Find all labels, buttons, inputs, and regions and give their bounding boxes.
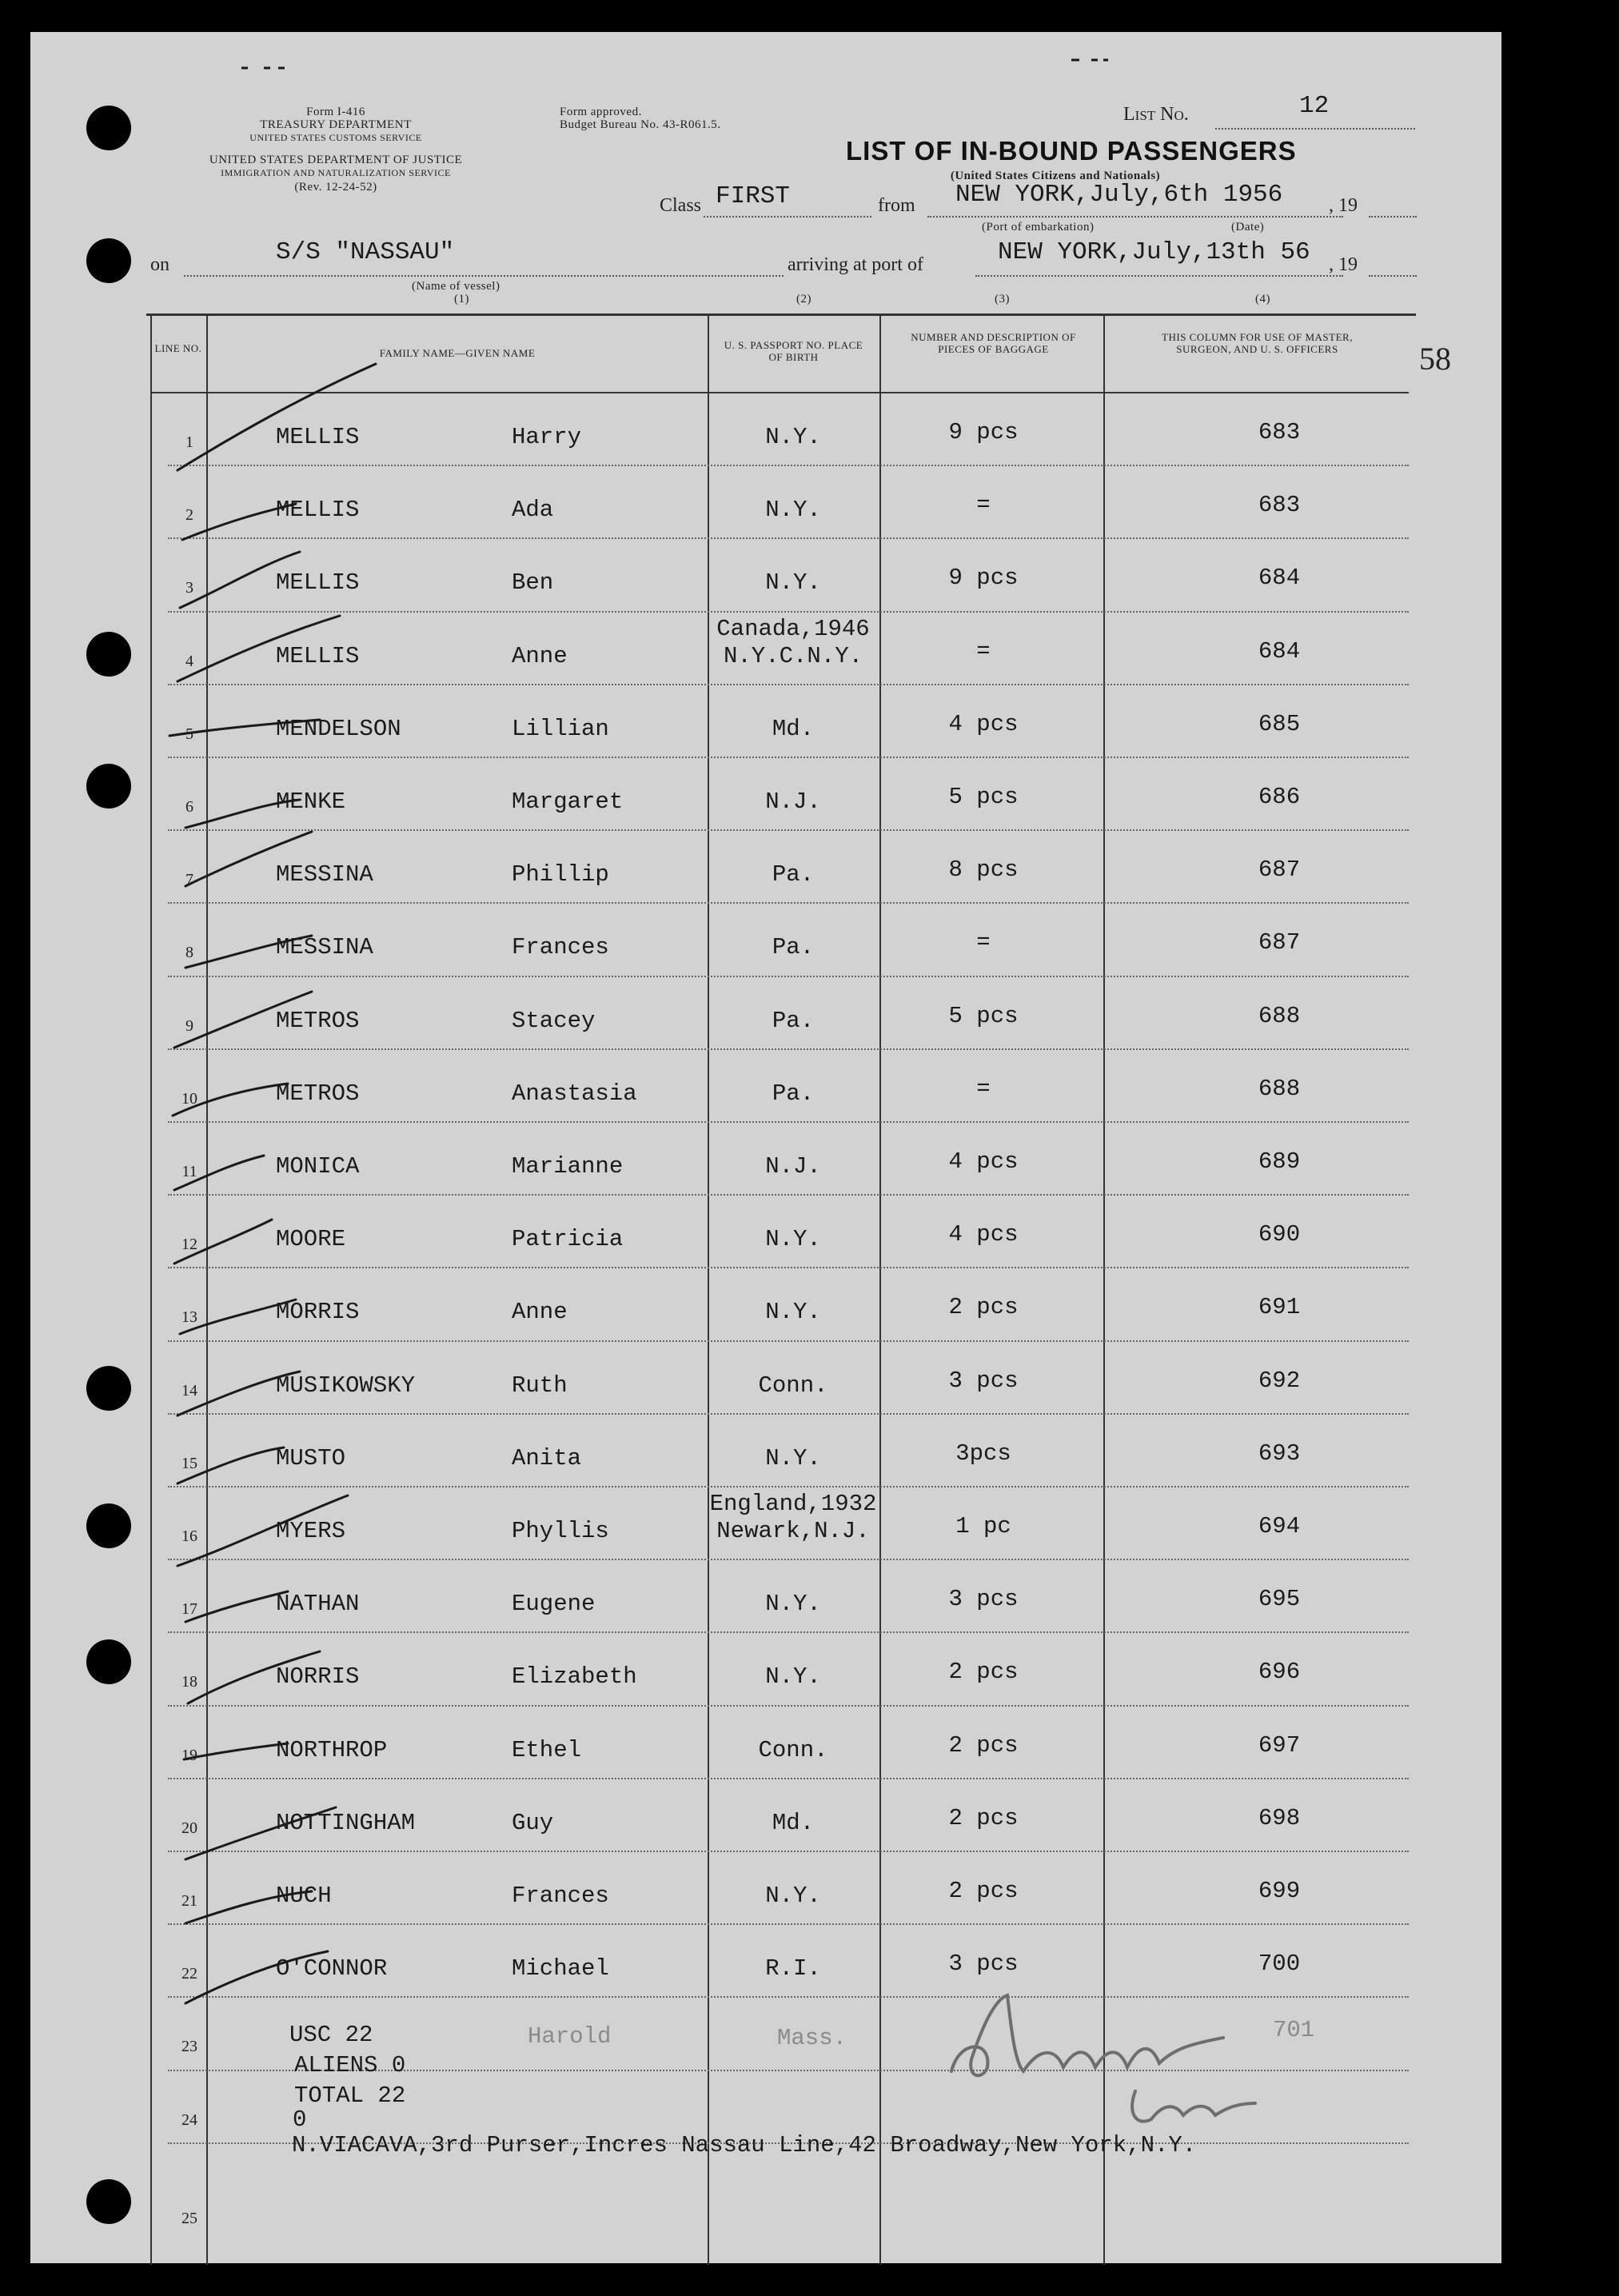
binder-hole bbox=[86, 764, 131, 809]
line-number: 18 bbox=[181, 1673, 197, 1691]
from-value: NEW YORK,July,6th 1956 bbox=[955, 181, 1283, 209]
on-label: on bbox=[150, 254, 169, 275]
officer-number: 692 bbox=[1258, 1367, 1301, 1394]
baggage: 3 pcs bbox=[948, 1367, 1019, 1394]
line-number: 8 bbox=[185, 944, 193, 962]
officer-number: 684 bbox=[1258, 565, 1301, 592]
place-of-birth: N.Y. bbox=[765, 1883, 821, 1909]
place-of-birth: N.J. bbox=[765, 1153, 821, 1180]
officer-number: 695 bbox=[1258, 1586, 1301, 1613]
baggage: 3 pcs bbox=[948, 1586, 1019, 1613]
officer-number: 694 bbox=[1258, 1513, 1301, 1539]
line-number: 24 bbox=[181, 2110, 197, 2129]
given-name: Frances bbox=[512, 1883, 609, 1909]
officer-number: 685 bbox=[1258, 710, 1301, 737]
binder-hole bbox=[86, 1639, 131, 1684]
baggage: 2 pcs bbox=[948, 1659, 1019, 1686]
place-of-birth: N.J. bbox=[765, 789, 821, 815]
col-num-1: (1) bbox=[454, 293, 469, 305]
given-name: Frances bbox=[512, 934, 609, 961]
family-name: MELLIS bbox=[276, 497, 360, 524]
form-approved: Form approved. bbox=[560, 106, 642, 118]
family-name: NUCH bbox=[276, 1883, 332, 1909]
line-number: 17 bbox=[181, 1600, 197, 1619]
baggage: = bbox=[976, 492, 991, 519]
customs-service: UNITED STATES CUSTOMS SERVICE bbox=[249, 132, 422, 143]
officer-number: 684 bbox=[1258, 637, 1301, 665]
given-name: Phyllis bbox=[512, 1518, 609, 1544]
list-no-value: 12 bbox=[1299, 92, 1330, 120]
line-number: 15 bbox=[181, 1454, 197, 1472]
place-of-birth: R.I. bbox=[765, 1955, 821, 1983]
family-name: NATHAN bbox=[276, 1591, 360, 1618]
officer-number: 686 bbox=[1258, 784, 1301, 810]
family-name: MENDELSON bbox=[276, 715, 401, 742]
arriving-label: arriving at port of bbox=[788, 254, 923, 275]
line-number: 1 bbox=[185, 433, 193, 451]
given-name: Ethel bbox=[512, 1736, 582, 1763]
treasury-dept: TREASURY DEPARTMENT bbox=[260, 118, 412, 131]
given-name: Ben bbox=[512, 569, 554, 597]
family-name: MENKE bbox=[276, 789, 346, 815]
baggage: 3pcs bbox=[955, 1439, 1011, 1467]
officer-number: 700 bbox=[1258, 1951, 1301, 1978]
binder-hole bbox=[86, 632, 131, 677]
family-name: O'CONNOR bbox=[276, 1955, 388, 1983]
binder-hole bbox=[86, 2179, 131, 2224]
baggage: 9 pcs bbox=[948, 565, 1019, 592]
officer-number: 688 bbox=[1258, 1075, 1301, 1102]
faint-birth: Mass. bbox=[777, 2025, 847, 2051]
baggage: 4 pcs bbox=[948, 1148, 1019, 1175]
col-num-2: (2) bbox=[796, 293, 811, 305]
place-of-birth: Conn. bbox=[758, 1372, 828, 1399]
summary-zero: 0 bbox=[293, 2106, 307, 2133]
revision: (Rev. 12-24-52) bbox=[294, 181, 377, 194]
place-of-birth: N.Y. bbox=[765, 1663, 821, 1691]
place-of-birth: Canada,1946 N.Y.C.N.Y. bbox=[716, 615, 870, 669]
place-of-birth: Pa. bbox=[772, 934, 815, 961]
officer-number: 683 bbox=[1258, 492, 1301, 519]
place-of-birth: N.Y. bbox=[765, 424, 821, 450]
faint-officer: 701 bbox=[1273, 2017, 1315, 2043]
officer-number: 698 bbox=[1258, 1804, 1301, 1831]
summary-aliens: ALIENS 0 bbox=[294, 2052, 406, 2078]
baggage: 8 pcs bbox=[948, 857, 1019, 884]
given-name: Patricia bbox=[512, 1226, 624, 1253]
baggage: 1 pc bbox=[955, 1513, 1011, 1539]
place-of-birth: N.Y. bbox=[765, 569, 821, 597]
class-label: Class bbox=[660, 195, 702, 216]
given-name: Ada bbox=[512, 497, 554, 524]
budget-bureau: Budget Bureau No. 43-R061.5. bbox=[560, 118, 721, 131]
line-number: 16 bbox=[181, 1527, 197, 1545]
family-name: MOORE bbox=[276, 1226, 346, 1253]
family-name: METROS bbox=[276, 1007, 360, 1034]
officer-number: 690 bbox=[1258, 1221, 1301, 1248]
baggage: = bbox=[976, 929, 991, 956]
officer-number: 696 bbox=[1258, 1659, 1301, 1686]
binder-hole bbox=[86, 1366, 131, 1411]
given-name: Eugene bbox=[512, 1591, 596, 1618]
line-number: 9 bbox=[185, 1016, 193, 1035]
line-number: 13 bbox=[181, 1308, 197, 1327]
binder-hole bbox=[86, 106, 131, 150]
baggage: 2 pcs bbox=[948, 1878, 1019, 1904]
date-label: (Date) bbox=[1231, 221, 1265, 234]
family-name: NORTHROP bbox=[276, 1736, 388, 1763]
officer-number: 689 bbox=[1258, 1148, 1301, 1175]
list-no-label: List No. bbox=[1123, 104, 1189, 125]
given-name: Marianne bbox=[512, 1153, 624, 1180]
line-number: 2 bbox=[185, 506, 193, 525]
given-name: Michael bbox=[512, 1955, 609, 1983]
family-name: MELLIS bbox=[276, 424, 360, 450]
line-number: 21 bbox=[181, 1892, 197, 1910]
faint-name: Harold bbox=[528, 2023, 612, 2050]
col-header-line: LINE NO. bbox=[154, 342, 202, 354]
ins-service: IMMIGRATION AND NATURALIZATION SERVICE bbox=[221, 167, 451, 178]
line-number: 12 bbox=[181, 1236, 197, 1254]
line-number: 20 bbox=[181, 1819, 197, 1837]
col-header-name: FAMILY NAME—GIVEN NAME bbox=[379, 347, 536, 359]
place-of-birth: Pa. bbox=[772, 1007, 815, 1034]
place-of-birth: Md. bbox=[772, 715, 815, 742]
family-name: MUSIKOWSKY bbox=[276, 1372, 416, 1399]
year-suffix: , 19 bbox=[1329, 195, 1358, 216]
arrival-year-suffix: , 19 bbox=[1329, 254, 1358, 275]
baggage: = bbox=[976, 637, 991, 665]
family-name: MORRIS bbox=[276, 1299, 360, 1326]
page-number: 58 bbox=[1419, 341, 1451, 377]
given-name: Elizabeth bbox=[512, 1663, 637, 1691]
baggage: 9 pcs bbox=[948, 419, 1019, 445]
page-title: LIST OF IN-BOUND PASSENGERS bbox=[846, 136, 1297, 166]
line-number: 10 bbox=[181, 1089, 197, 1108]
port-embarkation-label: (Port of embarkation) bbox=[982, 221, 1095, 234]
officer-number: 697 bbox=[1258, 1731, 1301, 1759]
place-of-birth: N.Y. bbox=[765, 497, 821, 524]
baggage: 2 pcs bbox=[948, 1731, 1019, 1759]
family-name: NORRIS bbox=[276, 1663, 360, 1691]
given-name: Ruth bbox=[512, 1372, 568, 1399]
place-of-birth: N.Y. bbox=[765, 1444, 821, 1471]
page-subtitle: (United States Citizens and Nationals) bbox=[950, 170, 1161, 182]
place-of-birth: Md. bbox=[772, 1809, 815, 1836]
family-name: MUSTO bbox=[276, 1444, 346, 1471]
form-number: Form I-416 bbox=[306, 106, 365, 118]
family-name: NOTTINGHAM bbox=[276, 1809, 416, 1836]
line-number: 14 bbox=[181, 1381, 197, 1400]
manifest-page bbox=[30, 32, 1501, 2263]
col-header-passport: U. S. PASSPORT NO. PLACE OF BIRTH bbox=[724, 339, 863, 363]
family-name: MYERS bbox=[276, 1518, 346, 1544]
line-number: 11 bbox=[181, 1163, 197, 1180]
line-number: 25 bbox=[181, 2209, 197, 2227]
officer-number: 683 bbox=[1258, 419, 1301, 445]
officer-number: 687 bbox=[1258, 929, 1301, 956]
family-name: METROS bbox=[276, 1080, 360, 1107]
place-of-birth: Pa. bbox=[772, 1080, 815, 1107]
place-of-birth: N.Y. bbox=[765, 1591, 821, 1618]
col-header-baggage: NUMBER AND DESCRIPTION OF PIECES OF BAGGAGE bbox=[911, 331, 1076, 355]
line-number: 19 bbox=[181, 1746, 197, 1764]
from-label: from bbox=[878, 195, 915, 216]
officer-number: 699 bbox=[1258, 1878, 1301, 1904]
family-name: MELLIS bbox=[276, 642, 360, 669]
given-name: Phillip bbox=[512, 861, 609, 888]
given-name: Harry bbox=[512, 424, 582, 450]
baggage: 5 pcs bbox=[948, 1002, 1019, 1029]
baggage: 5 pcs bbox=[948, 784, 1019, 810]
baggage: 4 pcs bbox=[948, 710, 1019, 737]
col-num-3: (3) bbox=[995, 293, 1010, 305]
family-name: MESSINA bbox=[276, 861, 373, 888]
vessel-name-label: (Name of vessel) bbox=[412, 280, 500, 293]
col-header-officers: THIS COLUMN FOR USE OF MASTER, SURGEON, AND U. S. OFFICERS bbox=[1162, 331, 1353, 355]
officer-number: 691 bbox=[1258, 1294, 1301, 1321]
col-num-4: (4) bbox=[1255, 293, 1270, 305]
officer-number: 687 bbox=[1258, 857, 1301, 884]
summary-usc: USC 22 bbox=[289, 2022, 373, 2048]
line-number: 7 bbox=[185, 871, 193, 889]
given-name: Anita bbox=[512, 1444, 582, 1471]
given-name: Anne bbox=[512, 1299, 568, 1326]
purser-signature-line: N.VIACAVA,3rd Purser,Incres Nassau Line,42 Broadway,New York,N.Y. bbox=[292, 2132, 1197, 2158]
given-name: Anastasia bbox=[512, 1080, 637, 1107]
given-name: Stacey bbox=[512, 1007, 596, 1034]
line-number: 6 bbox=[185, 798, 193, 816]
line-number: 3 bbox=[185, 579, 193, 597]
line-number: 23 bbox=[181, 2038, 197, 2056]
given-name: Lillian bbox=[512, 715, 609, 742]
line-number: 22 bbox=[181, 1965, 197, 1983]
summary-total: TOTAL 22 bbox=[294, 2082, 406, 2109]
given-name: Anne bbox=[512, 642, 568, 669]
binder-hole bbox=[86, 1503, 131, 1548]
line-number: 5 bbox=[185, 725, 193, 743]
officer-number: 693 bbox=[1258, 1439, 1301, 1467]
given-name: Guy bbox=[512, 1809, 554, 1836]
place-of-birth: N.Y. bbox=[765, 1299, 821, 1326]
baggage: 3 pcs bbox=[948, 1951, 1019, 1978]
baggage: = bbox=[976, 1075, 991, 1102]
binder-hole bbox=[86, 238, 131, 283]
place-of-birth: N.Y. bbox=[765, 1226, 821, 1253]
family-name: MESSINA bbox=[276, 934, 373, 961]
baggage: 2 pcs bbox=[948, 1294, 1019, 1321]
vessel-name: S/S "NASSAU" bbox=[276, 238, 455, 266]
baggage: 2 pcs bbox=[948, 1804, 1019, 1831]
place-of-birth: Conn. bbox=[758, 1736, 828, 1763]
place-of-birth: Pa. bbox=[772, 861, 815, 888]
line-number: 4 bbox=[185, 652, 193, 670]
arrival-value: NEW YORK,July,13th 56 bbox=[998, 238, 1310, 266]
class-value: FIRST bbox=[716, 182, 791, 210]
family-name: MELLIS bbox=[276, 569, 360, 597]
given-name: Margaret bbox=[512, 789, 624, 815]
family-name: MONICA bbox=[276, 1153, 360, 1180]
justice-dept: UNITED STATES DEPARTMENT OF JUSTICE bbox=[209, 154, 463, 166]
place-of-birth: England,1932 Newark,N.J. bbox=[709, 1491, 877, 1544]
baggage: 4 pcs bbox=[948, 1221, 1019, 1248]
officer-number: 688 bbox=[1258, 1002, 1301, 1029]
